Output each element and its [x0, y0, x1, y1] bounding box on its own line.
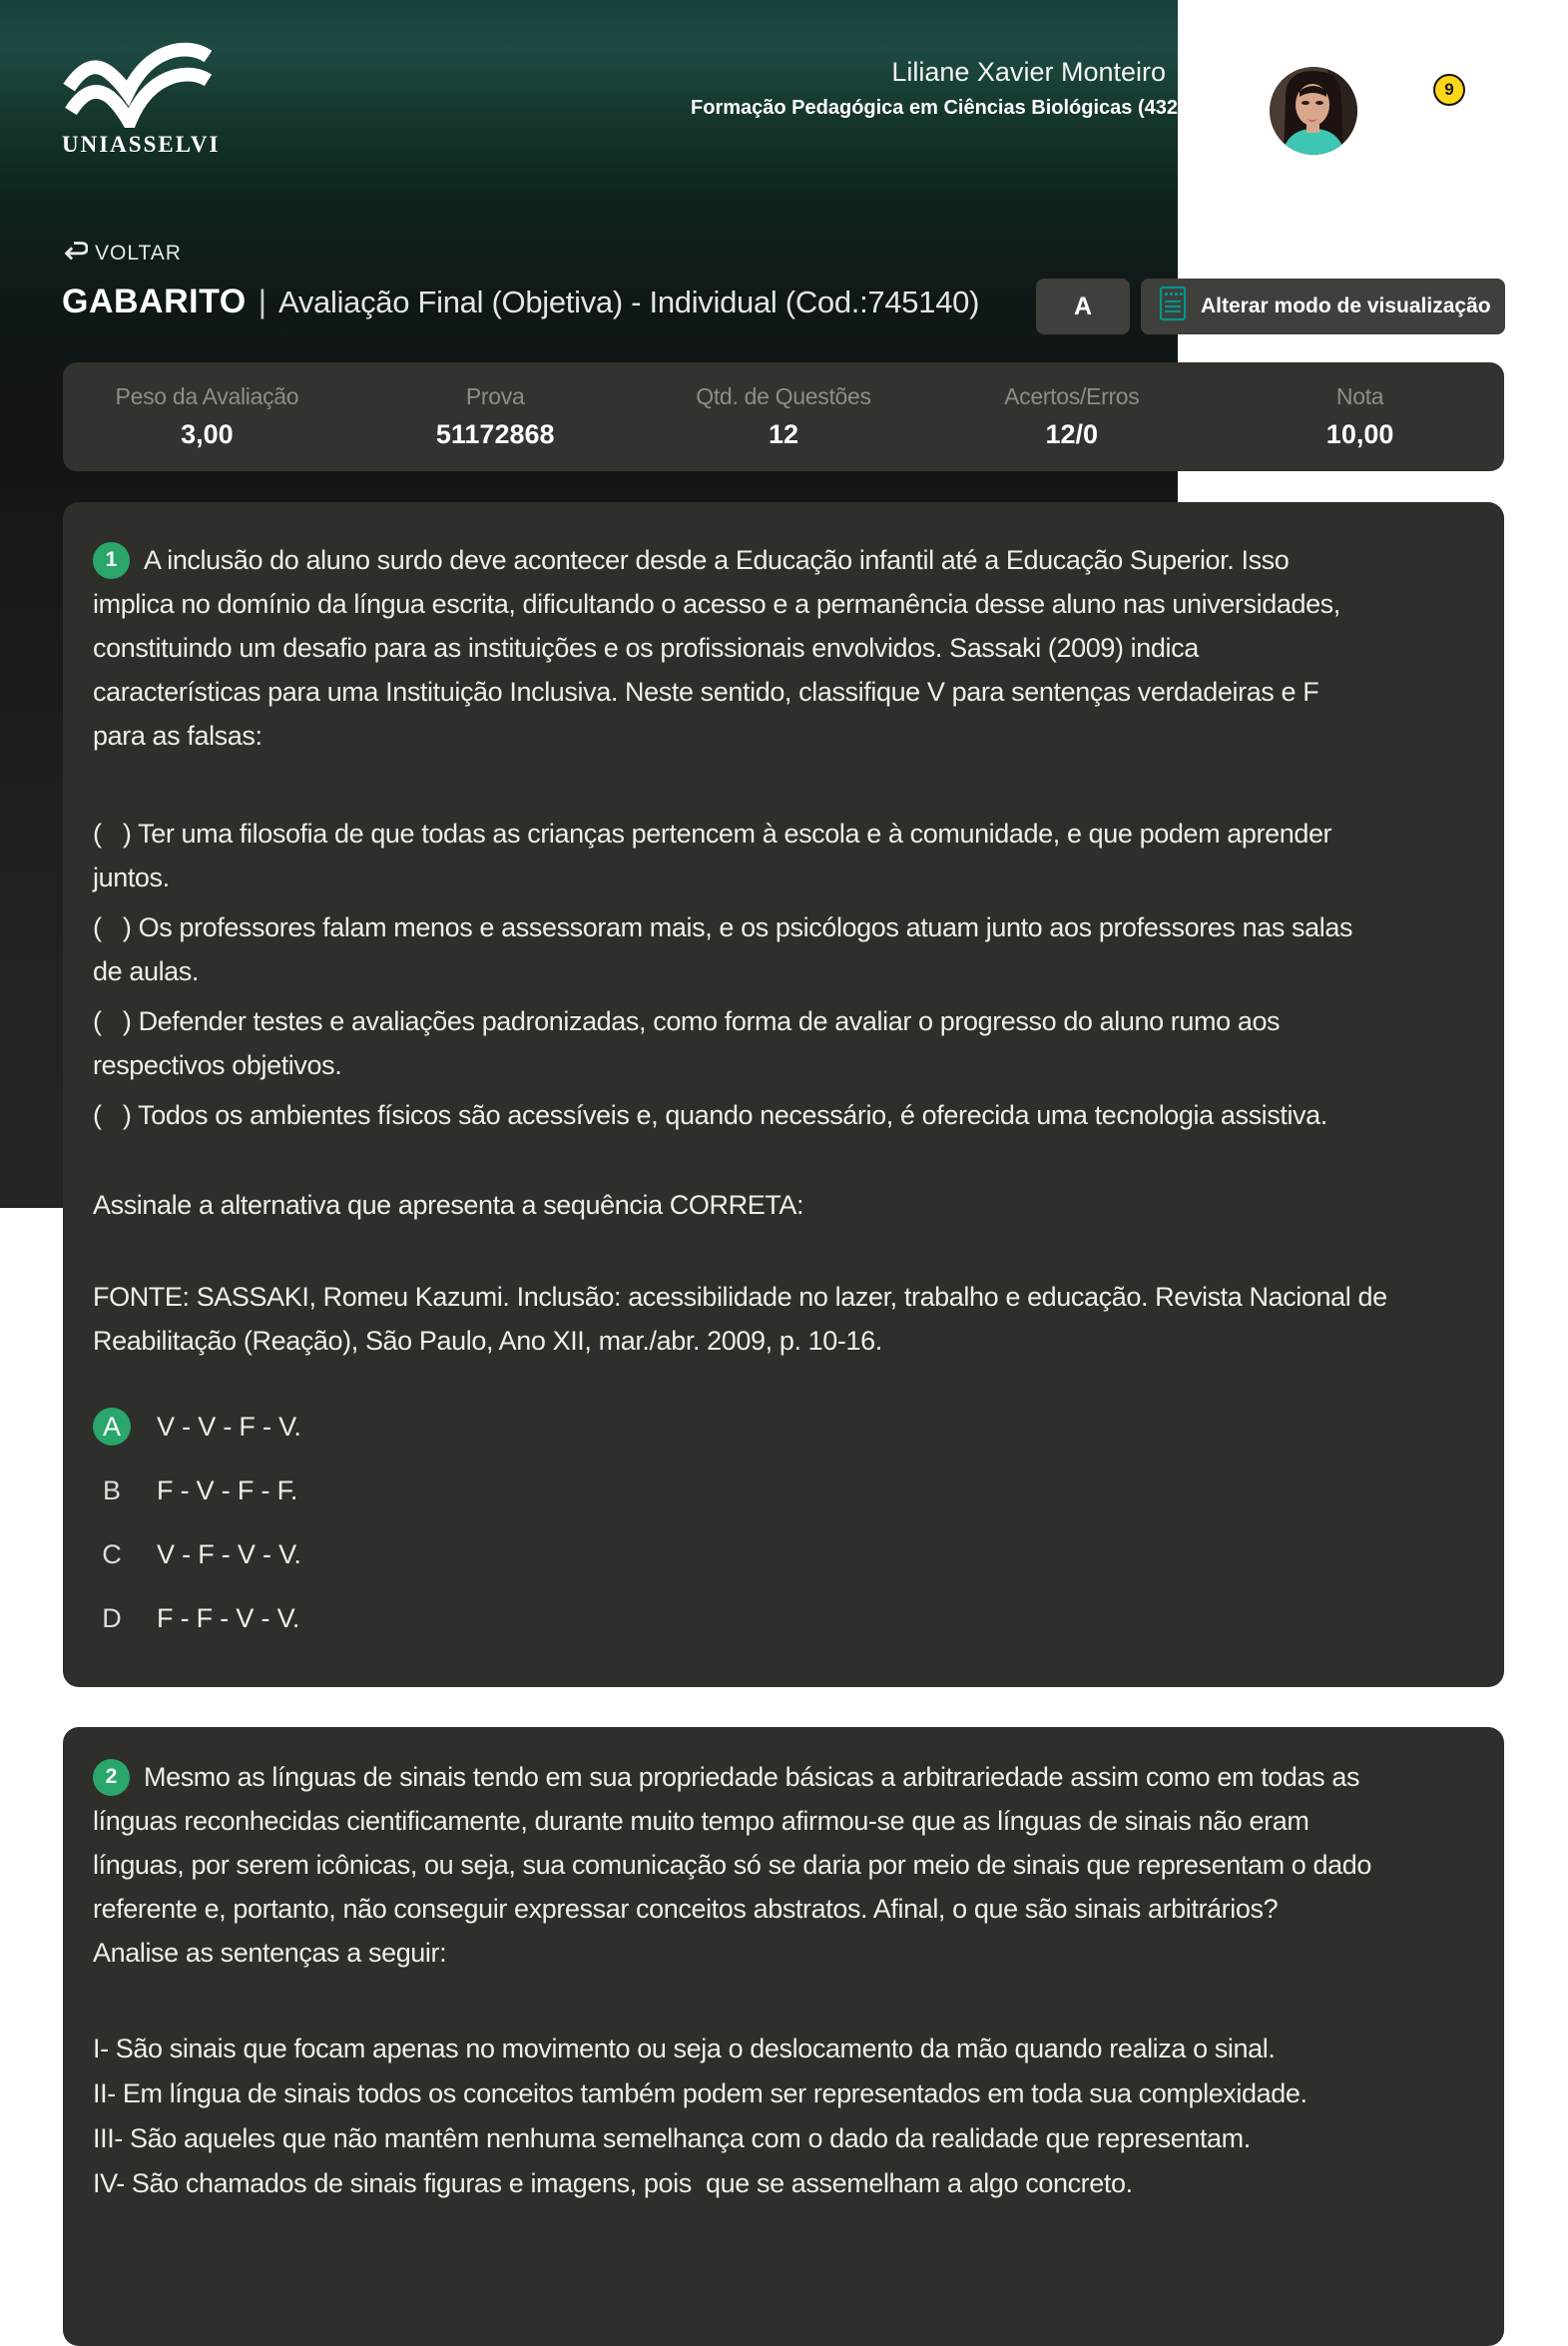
view-mode-label: Alterar modo de visualização	[1201, 294, 1491, 317]
question-text-line: constituindo um desafio para as instituições e os profissionais envolvidos. Sassaki (2009) indica	[93, 633, 1199, 663]
question-text-line: línguas reconhecidas cientificamente, durante muito tempo afirmou-se que as línguas de sinais não eram	[93, 1806, 1309, 1836]
question-card-2	[63, 1727, 1504, 2346]
question-text-line: A inclusão do aluno surdo deve acontecer desde a Educação infantil até a Educação Superior. Isso	[144, 545, 1290, 575]
stat-questoes	[640, 383, 928, 450]
question-number-badge: 1	[93, 542, 130, 579]
stat-value: 51172868	[435, 419, 555, 449]
vf-item	[93, 999, 1478, 1087]
page-title-separator: |	[258, 284, 267, 319]
back-link[interactable]	[60, 240, 182, 268]
stat-label: Peso da Avaliação	[115, 383, 299, 409]
stat-label: Acertos/Erros	[1004, 383, 1140, 409]
logo-book-icon	[62, 40, 221, 128]
alternative-text: V - V - F - V.	[157, 1411, 301, 1442]
question-1-first-line	[93, 538, 1478, 582]
stat-value: 12	[768, 419, 799, 449]
page-title	[62, 283, 979, 321]
alternative-text: F - F - V - V.	[157, 1602, 300, 1633]
question-number-badge: 2	[93, 1759, 130, 1796]
stat-value: 3,00	[181, 419, 234, 449]
question-card-1	[63, 502, 1504, 1687]
document-list-icon	[1159, 286, 1187, 327]
alternative-letter: D	[102, 1602, 122, 1633]
stat-label: Qtd. de Questões	[696, 383, 871, 409]
page-title-subtitle: Avaliação Final (Objetiva) - Individual (Cod.:745140)	[278, 285, 980, 319]
stat-label: Nota	[1335, 383, 1384, 409]
page-title-main: GABARITO	[62, 283, 247, 320]
alternative-a[interactable]	[93, 1405, 1478, 1449]
stat-peso	[63, 383, 351, 450]
source-line: FONTE: SASSAKI, Romeu Kazumi. Inclusão: acessibilidade no lazer, trabalho e educação. Revista Nacional de	[93, 1282, 1387, 1312]
vf-item-line: ( ) Todos os ambientes físicos são acessíveis e, quando necessário, é oferecida uma tecnologia assistiva.	[93, 1100, 1327, 1130]
question-source	[93, 1275, 1478, 1363]
vf-item	[93, 905, 1478, 993]
font-size-button-label: A	[1073, 292, 1093, 320]
statement-items	[93, 2027, 1478, 2206]
question-text-line: Mesmo as línguas de sinais tendo em sua propriedade básicas a arbitrariedade assim como em todas as	[144, 1762, 1360, 1792]
font-size-button[interactable]	[1036, 279, 1130, 334]
view-mode-button[interactable]	[1141, 279, 1505, 334]
statement-line: I- São sinais que focam apenas no movimento ou seja o deslocamento da mão quando realiza o sinal.	[93, 2034, 1276, 2063]
question-prompt: Assinale a alternativa que apresenta a sequência CORRETA:	[93, 1190, 804, 1220]
stat-value: 12/0	[1045, 419, 1099, 449]
alternative-d[interactable]	[93, 1596, 1478, 1640]
alternatives-list	[93, 1405, 1478, 1640]
question-text-line: para as falsas:	[93, 721, 262, 751]
question-2-first-line	[93, 1755, 1478, 1799]
notification-badge[interactable]	[1433, 74, 1465, 106]
stat-value: 10,00	[1325, 419, 1394, 449]
alternative-text: F - V - F - F.	[157, 1474, 298, 1505]
alternative-letter-badge: A	[93, 1408, 131, 1446]
question-text-line: implica no domínio da língua escrita, dificultando o acesso e a permanência desse aluno nas universidades,	[93, 589, 1340, 619]
user-name: Liliane Xavier Monteiro	[891, 57, 1166, 87]
alternative-letter: C	[102, 1538, 122, 1569]
alternative-b[interactable]	[93, 1468, 1478, 1512]
vf-item-line: juntos.	[93, 863, 170, 892]
alternative-letter: B	[102, 1474, 121, 1505]
stat-label: Prova	[465, 383, 525, 409]
vf-item	[93, 812, 1478, 899]
question-text-line: características para uma Instituição Inclusiva. Neste sentido, classifique V para sentenças verdadeiras e F	[93, 677, 1319, 707]
vf-item	[93, 1093, 1478, 1137]
vf-item-line: ( ) Ter uma filosofia de que todas as crianças pertencem à escola e à comunidade, e que podem aprender	[93, 819, 1332, 849]
notification-count: 9	[1444, 80, 1454, 99]
alternative-c[interactable]	[93, 1532, 1478, 1576]
source-line: Reabilitação (Reação), São Paulo, Ano XII, mar./abr. 2009, p. 10-16.	[93, 1326, 882, 1356]
uniasselvi-logo[interactable]	[62, 40, 221, 158]
statement-line: IV- São chamados de sinais figuras e imagens, pois que se assemelham a algo concreto.	[93, 2168, 1133, 2198]
avatar[interactable]	[1270, 67, 1357, 155]
statement-line: II- Em língua de sinais todos os conceitos também podem ser representados em toda sua complexidade.	[93, 2078, 1307, 2108]
statement-line: III- São aqueles que não mantêm nenhuma semelhança com o dado da realidade que representam.	[93, 2123, 1251, 2153]
user-course: Formação Pedagógica em Ciências Biológicas (432	[691, 97, 1178, 119]
stat-nota	[1216, 383, 1504, 450]
vf-item-line: respectivos objetivos.	[93, 1050, 342, 1080]
question-text-line: línguas, por serem icônicas, ou seja, sua comunicação só se daria por meio de sinais que representam o dado	[93, 1850, 1371, 1880]
true-false-items	[93, 812, 1478, 1137]
evaluation-summary-bar	[63, 362, 1504, 471]
vf-item-line: ( ) Os professores falam menos e assessoram mais, e os psicólogos atuam junto aos professores nas salas	[93, 912, 1353, 942]
return-arrow-icon	[60, 240, 88, 268]
stat-prova	[351, 383, 640, 450]
vf-item-line: de aulas.	[93, 956, 199, 986]
vf-item-line: ( ) Defender testes e avaliações padronizadas, como forma de avaliar o progresso do aluno rumo aos	[93, 1006, 1281, 1036]
logo-wordmark: UNIASSELVI	[62, 132, 221, 157]
back-label: VOLTAR	[95, 242, 182, 265]
alternative-text: V - F - V - V.	[157, 1538, 301, 1569]
stat-acertos	[927, 383, 1216, 450]
question-text-line: Analise as sentenças a seguir:	[93, 1938, 447, 1968]
question-text-line: referente e, portanto, não conseguir expressar conceitos abstratos. Afinal, o que são sinais arbitrários?	[93, 1894, 1279, 1924]
